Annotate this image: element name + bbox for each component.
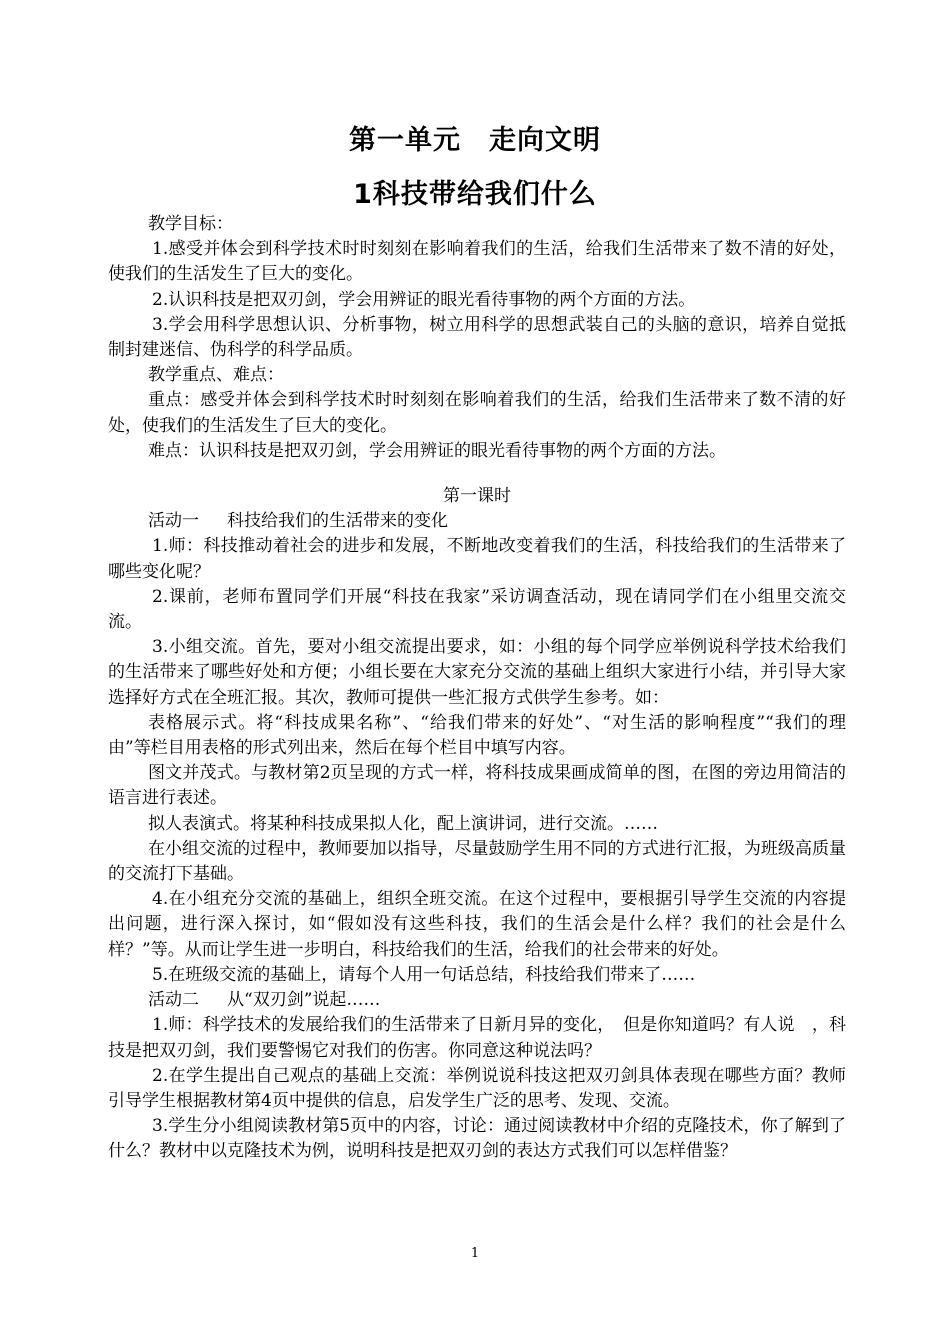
key-heading: 教学重点、难点： [148, 365, 284, 386]
lesson-title: 1科技带给我们什么 [353, 179, 597, 210]
activity-item: 在小组交流的过程中，教师要加以指导，尽量鼓励学生用不同的方式进行汇报，为班级高质量的交流打下基础。 [108, 838, 846, 885]
activity-item: 2.课前，老师布置同学们开展“科技在我家”采访调查活动，现在请同学们在小组里交流交流。 [108, 586, 846, 633]
activity-item: 图文并茂式。与教材第2页呈现的方式一样，将科技成果画成简单的图，在图的旁边用简洁的语言进行表述。 [108, 763, 846, 809]
activity-item: 4.在小组充分交流的基础上，组织全班交流。在这个过程中，要根据引导学生交流的内容提出问题，进行深入探讨，如“假如没有这些科技，我们的生活会是什么样？我们的社会是什么样？”等。从而让学生进一步明白，科技给我们的生活，给我们的社会带来的好处。 [108, 889, 846, 960]
activity-label: 活动一 [148, 511, 199, 532]
goal-item: 1.感受并体会到科学技术时时刻刻在影响着我们的生活，给我们生活带来了数不清的好处，使我们的生活发生了巨大的变化。 [108, 239, 846, 285]
goal-item: 3.学会用科学思想认识、分析事物，树立用科学的思想武装自己的头脑的意识，培养自觉抵制封建迷信、伪科学的科学品质。 [108, 314, 846, 361]
activity-item: 1.师：科技推动着社会的进步和发展，不断地改变着我们的生活，科技给我们的生活带来了哪些变化呢？ [108, 536, 846, 582]
activity-heading [108, 509, 846, 534]
document-body [108, 212, 846, 1165]
activity-item: 3.学生分小组阅读教材第5页中的内容，讨论：通过阅读教材中介绍的克隆技术，你了解到了什么？教材中以克隆技术为例，说明科技是把双刃剑的表达方式我们可以怎样借鉴？ [108, 1116, 846, 1162]
activity-title: 从“双刃剑”说起…… [227, 990, 381, 1011]
activity-item: 5.在班级交流的基础上，请每个人用一句话总结，科技给我们带来了…… [152, 964, 696, 985]
activity-item: 表格展示式。将“科技成果名称”、“给我们带来的好处”、“对生活的影响程度”“我们的理由”等栏目用表格的形式列出来，然后在每个栏目中填写内容。 [108, 712, 846, 759]
activity-item: 拟人表演式。将某种科技成果拟人化，配上演讲词，进行交流。…… [148, 813, 658, 834]
activity-item: 2.在学生提出自己观点的基础上交流：举例说说科技这把双刃剑具体表现在哪些方面？教师引导学生根据教材第4页中提供的信息，启发学生广泛的思考、发现、交流。 [108, 1065, 846, 1111]
section-gap [108, 464, 846, 484]
difficulty-point: 难点：认识科技是把双刃剑，学会用辨证的眼光看待事物的两个方面的方法。 [148, 440, 726, 461]
key-point: 重点：感受并体会到科学技术时时刻刻在影响着我们的生活，给我们生活带来了数不清的好处，使我们的生活发生了巨大的变化。 [108, 390, 846, 436]
unit-title: 第一单元 走向文明 [349, 125, 601, 156]
session-title: 第一课时 [443, 486, 511, 507]
page-number: 1 [470, 1246, 480, 1261]
activity-label: 活动二 [148, 990, 199, 1011]
goal-item: 2.认识科技是把双刃剑，学会用辨证的眼光看待事物的两个方面的方法。 [152, 289, 696, 310]
goals-heading: 教学目标： [148, 214, 233, 234]
activity-item: 1.师：科学技术的发展给我们的生活带来了日新月异的变化， 但是你知道吗？有人说 ，科技是把双刃剑，我们要警惕它对我们的伤害。你同意这种说法吗？ [108, 1015, 846, 1061]
activity-heading [108, 988, 846, 1013]
activity-title: 科技给我们的生活带来的变化 [227, 511, 448, 532]
activity-item: 3.小组交流。首先，要对小组交流提出要求，如：小组的每个同学应举例说科学技术给我们的生活带来了哪些好处和方便；小组长要在大家充分交流的基础上组织大家进行小结，并引导大家选择好方式在全班汇报。其次，教师可提供一些汇报方式供学生参考。如： [108, 637, 846, 708]
